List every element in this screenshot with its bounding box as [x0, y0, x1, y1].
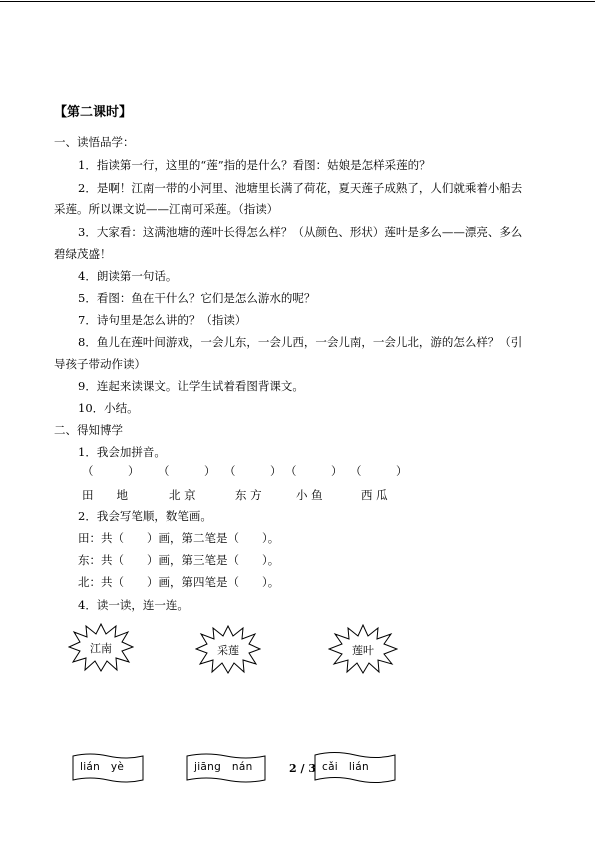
- star-card-3[interactable]: [328, 624, 398, 674]
- part1-line-10: 导孩子带动作读）: [54, 357, 146, 371]
- part1-line-9: 8．鱼儿在莲叶间游戏，一会儿东，一会儿西，一会儿南，一会儿北，游的怎么样？（引: [78, 335, 523, 349]
- part1-line-6: 4．朗读第一句话。: [78, 269, 178, 283]
- part1-line-12: 10．小结。: [78, 401, 139, 415]
- part1-line-11: 9．连起来读课文。让学生试着看图背课文。: [78, 379, 304, 393]
- star-card-2[interactable]: [195, 624, 261, 674]
- star-card-label: 莲叶: [352, 644, 374, 657]
- part1-line-4: 3．大家看：这满池塘的莲叶长得怎么样？（从颜色、形状）莲叶是多么——漂亮、多么: [78, 225, 523, 239]
- star-card-label: 采莲: [217, 644, 239, 657]
- flag-card-label: cǎi lián: [322, 761, 369, 773]
- pinyin-blank-5[interactable]: （ ）: [350, 464, 408, 478]
- word-3: 东 方: [235, 488, 262, 502]
- word-1: 田 地: [82, 488, 128, 502]
- flag-card-label: lián yè: [80, 761, 125, 773]
- part1-line-8: 7．诗句里是怎么讲的？（指读）: [78, 313, 247, 327]
- part1-heading: 一、读悟品学：: [54, 135, 135, 149]
- top-rule: [0, 1, 595, 2]
- part2-heading: 二、得知博学: [54, 423, 123, 437]
- stroke-line-2: 东：共（ ）画，第三笔是（ ）。: [78, 553, 280, 567]
- section-title: 【第二课时】: [54, 105, 133, 120]
- part1-line-5: 碧绿茂盛！: [54, 247, 112, 261]
- part1-line-3: 采莲。所以课文说——江南可采莲。（指读）: [54, 202, 279, 216]
- star-card-1[interactable]: [68, 622, 134, 672]
- match-task: 4．读一读，连一连。: [78, 598, 189, 612]
- stroke-line-3: 北：共（ ）画，第四笔是（ ）。: [78, 575, 280, 589]
- pinyin-blank-1[interactable]: （ ）: [82, 464, 140, 478]
- stroke-task: 2．我会写笔顺，数笔画。: [78, 509, 212, 523]
- stroke-line-1: 田：共（ ）画，第二笔是（ ）。: [78, 531, 280, 545]
- star-card-label: 江南: [90, 642, 112, 655]
- flag-card-2[interactable]: [186, 752, 266, 786]
- pinyin-task: 1．我会加拼音。: [78, 445, 166, 459]
- part1-line-1: 1．指读第一行，这里的“莲”指的是什么？看图：姑娘是怎样采莲的？: [78, 158, 431, 172]
- part1-line-7: 5．看图：鱼在干什么？它们是怎么游水的呢？: [78, 291, 316, 305]
- word-5: 西 瓜: [361, 488, 388, 502]
- word-4: 小 鱼: [296, 488, 323, 502]
- page-number: 2 / 3: [289, 762, 316, 775]
- flag-card-1[interactable]: [72, 752, 144, 786]
- pinyin-blank-3[interactable]: （ ）: [224, 464, 282, 478]
- part1-line-2: 2．是啊！江南一带的小河里、池塘里长满了荷花，夏天莲子成熟了，人们就乘着小船去: [78, 181, 523, 195]
- flag-card-3[interactable]: [314, 750, 396, 786]
- flag-card-label: jiāng nán: [194, 761, 253, 773]
- word-2: 北 京: [169, 488, 196, 502]
- pinyin-blank-2[interactable]: （ ）: [158, 464, 216, 478]
- pinyin-blank-4[interactable]: （ ）: [285, 464, 343, 478]
